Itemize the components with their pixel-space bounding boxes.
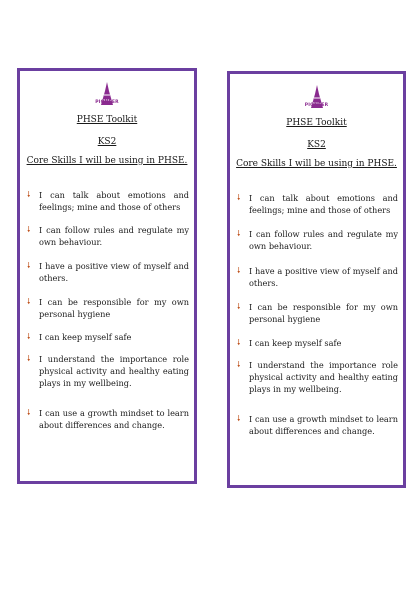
school-logo	[300, 84, 334, 110]
arrow-down-bullet-icon: 🠗	[27, 297, 31, 306]
list-item	[26, 407, 189, 431]
skill-text: I have a positive view of myself and others.	[39, 261, 189, 283]
toolkit-card-right	[227, 71, 406, 488]
key-stage-heading: KS2	[97, 137, 117, 147]
skill-text: I can talk about emotions and feelings; mine and those of others	[249, 193, 398, 215]
list-item	[26, 260, 189, 284]
list-item	[236, 413, 398, 437]
skills-heading: Core Skills I will be using in PHSE.	[236, 159, 397, 169]
skill-text: I can be responsible for my own personal hygiene	[39, 297, 189, 319]
skills-list	[26, 189, 189, 431]
list-item	[26, 189, 189, 213]
skill-text: I can be responsible for my own personal hygiene	[249, 302, 398, 324]
toolkit-card-left	[17, 68, 197, 484]
arrow-down-bullet-icon: 🠗	[237, 266, 241, 275]
list-item	[236, 337, 398, 349]
key-stage-heading: KS2	[307, 140, 326, 150]
list-item	[236, 192, 398, 216]
skill-text: I can talk about emotions and feelings; mine and those of others	[39, 190, 189, 212]
skill-text: I understand the importance role physical activity and healthy eating plays in my wellbeing.	[39, 354, 189, 388]
skills-list	[236, 192, 398, 437]
arrow-down-bullet-icon: 🠗	[27, 408, 31, 417]
skill-text: I can follow rules and regulate my own behaviour.	[249, 229, 398, 251]
skill-text: I understand the importance role physical activity and healthy eating plays in my wellbeing.	[249, 360, 398, 394]
arrow-down-bullet-icon: 🠗	[27, 354, 31, 363]
logo-text: PIONEER	[304, 103, 329, 108]
card-title: PHSE Toolkit	[76, 115, 138, 125]
list-item	[26, 353, 189, 389]
logo-text: PIONEER	[95, 100, 119, 105]
arrow-down-bullet-icon: 🠗	[27, 225, 31, 234]
list-item	[236, 359, 398, 395]
skill-text: I can follow rules and regulate my own behaviour.	[39, 225, 189, 247]
skills-heading: Core Skills I will be using in PHSE.	[26, 156, 188, 166]
skill-text: I can use a growth mindset to learn about differences and change.	[249, 414, 398, 436]
arrow-down-bullet-icon: 🠗	[237, 229, 241, 238]
arrow-down-bullet-icon: 🠗	[237, 414, 241, 423]
skill-text: I have a positive view of myself and others.	[249, 266, 398, 288]
skill-text: I can keep myself safe	[39, 332, 132, 342]
arrow-down-bullet-icon: 🠗	[237, 302, 241, 311]
arrow-down-bullet-icon: 🠗	[237, 193, 241, 202]
list-item	[236, 301, 398, 325]
arrow-down-bullet-icon: 🠗	[27, 332, 31, 341]
arrow-down-bullet-icon: 🠗	[27, 190, 31, 199]
arrow-down-bullet-icon: 🠗	[237, 360, 241, 369]
list-item	[236, 265, 398, 289]
list-item	[26, 224, 189, 248]
arrow-down-bullet-icon: 🠗	[27, 261, 31, 270]
card-title: PHSE Toolkit	[286, 118, 347, 128]
arrow-down-bullet-icon: 🠗	[237, 338, 241, 347]
skill-text: I can keep myself safe	[249, 338, 342, 348]
list-item	[236, 228, 398, 252]
list-item	[26, 331, 189, 343]
list-item	[26, 296, 189, 320]
school-logo	[90, 81, 124, 107]
skill-text: I can use a growth mindset to learn about differences and change.	[39, 408, 189, 430]
